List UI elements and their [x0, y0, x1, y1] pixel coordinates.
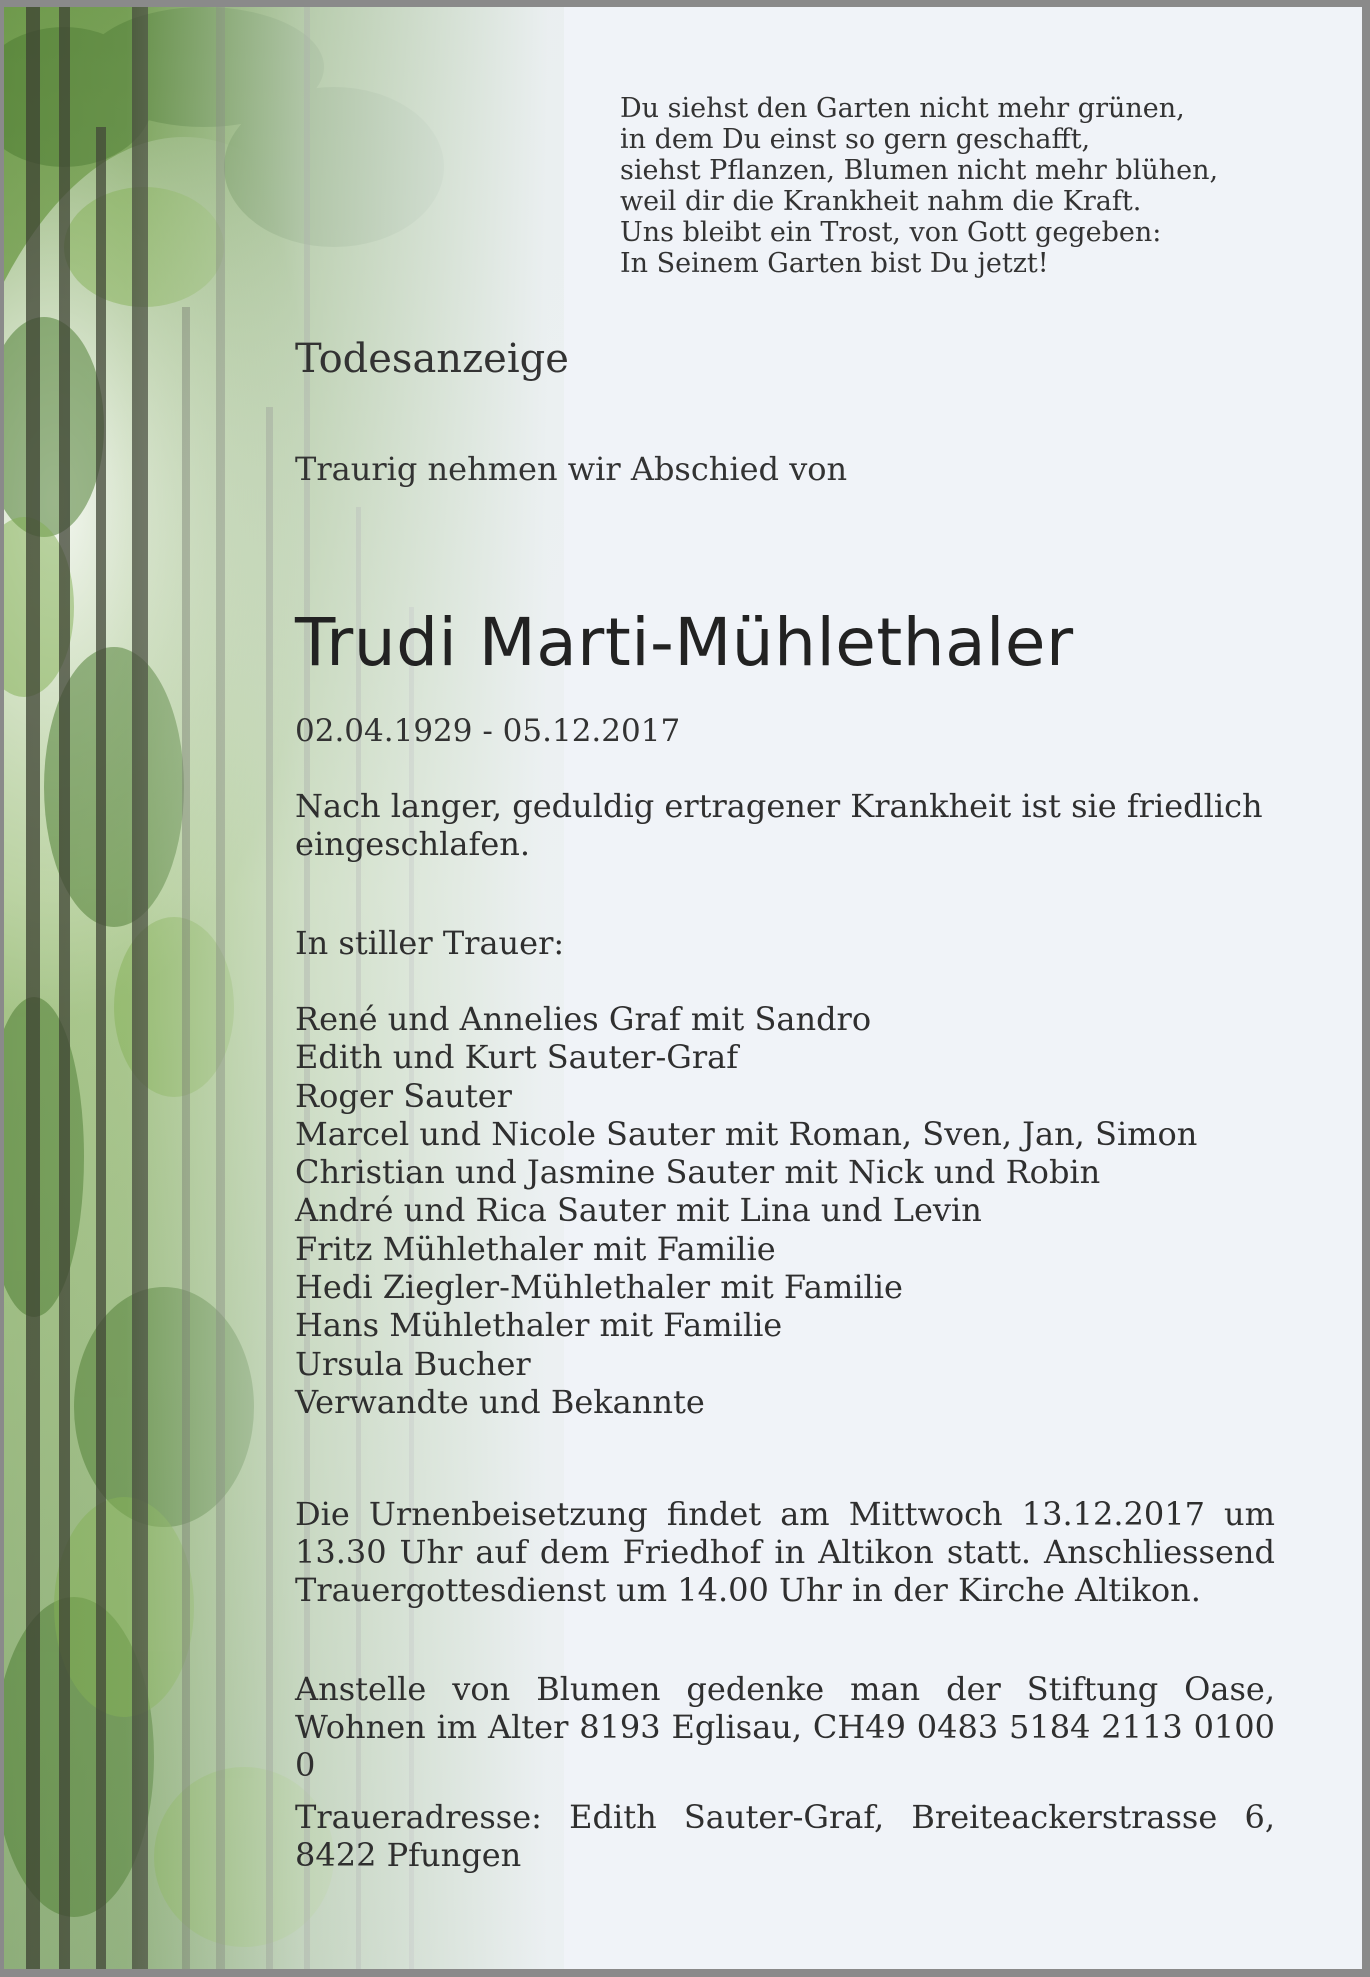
poem-line: weil dir die Krankheit nahm die Kraft.: [620, 186, 1142, 217]
page-heading: Todesanzeige: [295, 336, 569, 382]
obituary-page: [4, 7, 1362, 1969]
poem-line: in dem Du einst so gern geschafft,: [620, 124, 1091, 155]
mourner-line: René und Annelies Graf mit Sandro: [295, 1000, 872, 1038]
mourner-line: André und Rica Sauter mit Lina und Levin: [295, 1191, 982, 1230]
poem-line: Uns bleibt ein Trost, von Gott gegeben:: [620, 217, 1162, 248]
mourner-line: Hans Mühlethaler mit Familie: [295, 1306, 783, 1345]
poem-line: In Seinem Garten bist Du jetzt!: [620, 248, 1049, 279]
mourning-label: In stiller Trauer:: [295, 924, 565, 962]
donation-info: Anstelle von Blumen gedenke man der Stiftung Oase, Wohnen im Alter 8193 Eglisau, CH49 0483 5184 2113 0100 0: [295, 1670, 1275, 1784]
poem: [620, 93, 1340, 279]
mourner-line: Hedi Ziegler-Mühlethaler mit Familie: [295, 1268, 903, 1307]
mourner-line: Fritz Mühlethaler mit Familie: [295, 1229, 776, 1268]
mourner-line: Ursula Bucher: [295, 1344, 531, 1383]
mourner-line: Marcel und Nicole Sauter mit Roman, Sven, Jan, Simon: [295, 1114, 1198, 1153]
mourners-list: [295, 1000, 1197, 1421]
mourner-line: Roger Sauter: [295, 1076, 512, 1115]
illness-text: Nach langer, geduldig ertragener Krankheit ist sie friedlich eingeschlafen.: [295, 787, 1263, 863]
mourner-line: Verwandte und Bekannte: [295, 1382, 705, 1421]
poem-line: Du siehst den Garten nicht mehr grünen,: [620, 93, 1185, 124]
deceased-name: Trudi Marti-Mühlethaler: [295, 604, 1074, 681]
mourning-address: Traueradresse: Edith Sauter-Graf, Breiteackerstrasse 6, 8422 Pfungen: [295, 1798, 1275, 1874]
poem-line: siehst Pflanzen, Blumen nicht mehr blühen,: [620, 155, 1219, 186]
life-dates: 02.04.1929 - 05.12.2017: [295, 713, 681, 749]
intro-text: Traurig nehmen wir Abschied von: [295, 450, 848, 488]
mourner-line: Christian und Jasmine Sauter mit Nick und Robin: [295, 1153, 1101, 1192]
funeral-info: Die Urnenbeisetzung findet am Mittwoch 13.12.2017 um 13.30 Uhr auf dem Friedhof in Altikon statt. Anschliessend Trauergottesdienst um 14.00 Uhr in der Kirche Altikon.: [295, 1495, 1275, 1609]
mourner-line: Edith und Kurt Sauter-Graf: [295, 1038, 739, 1077]
